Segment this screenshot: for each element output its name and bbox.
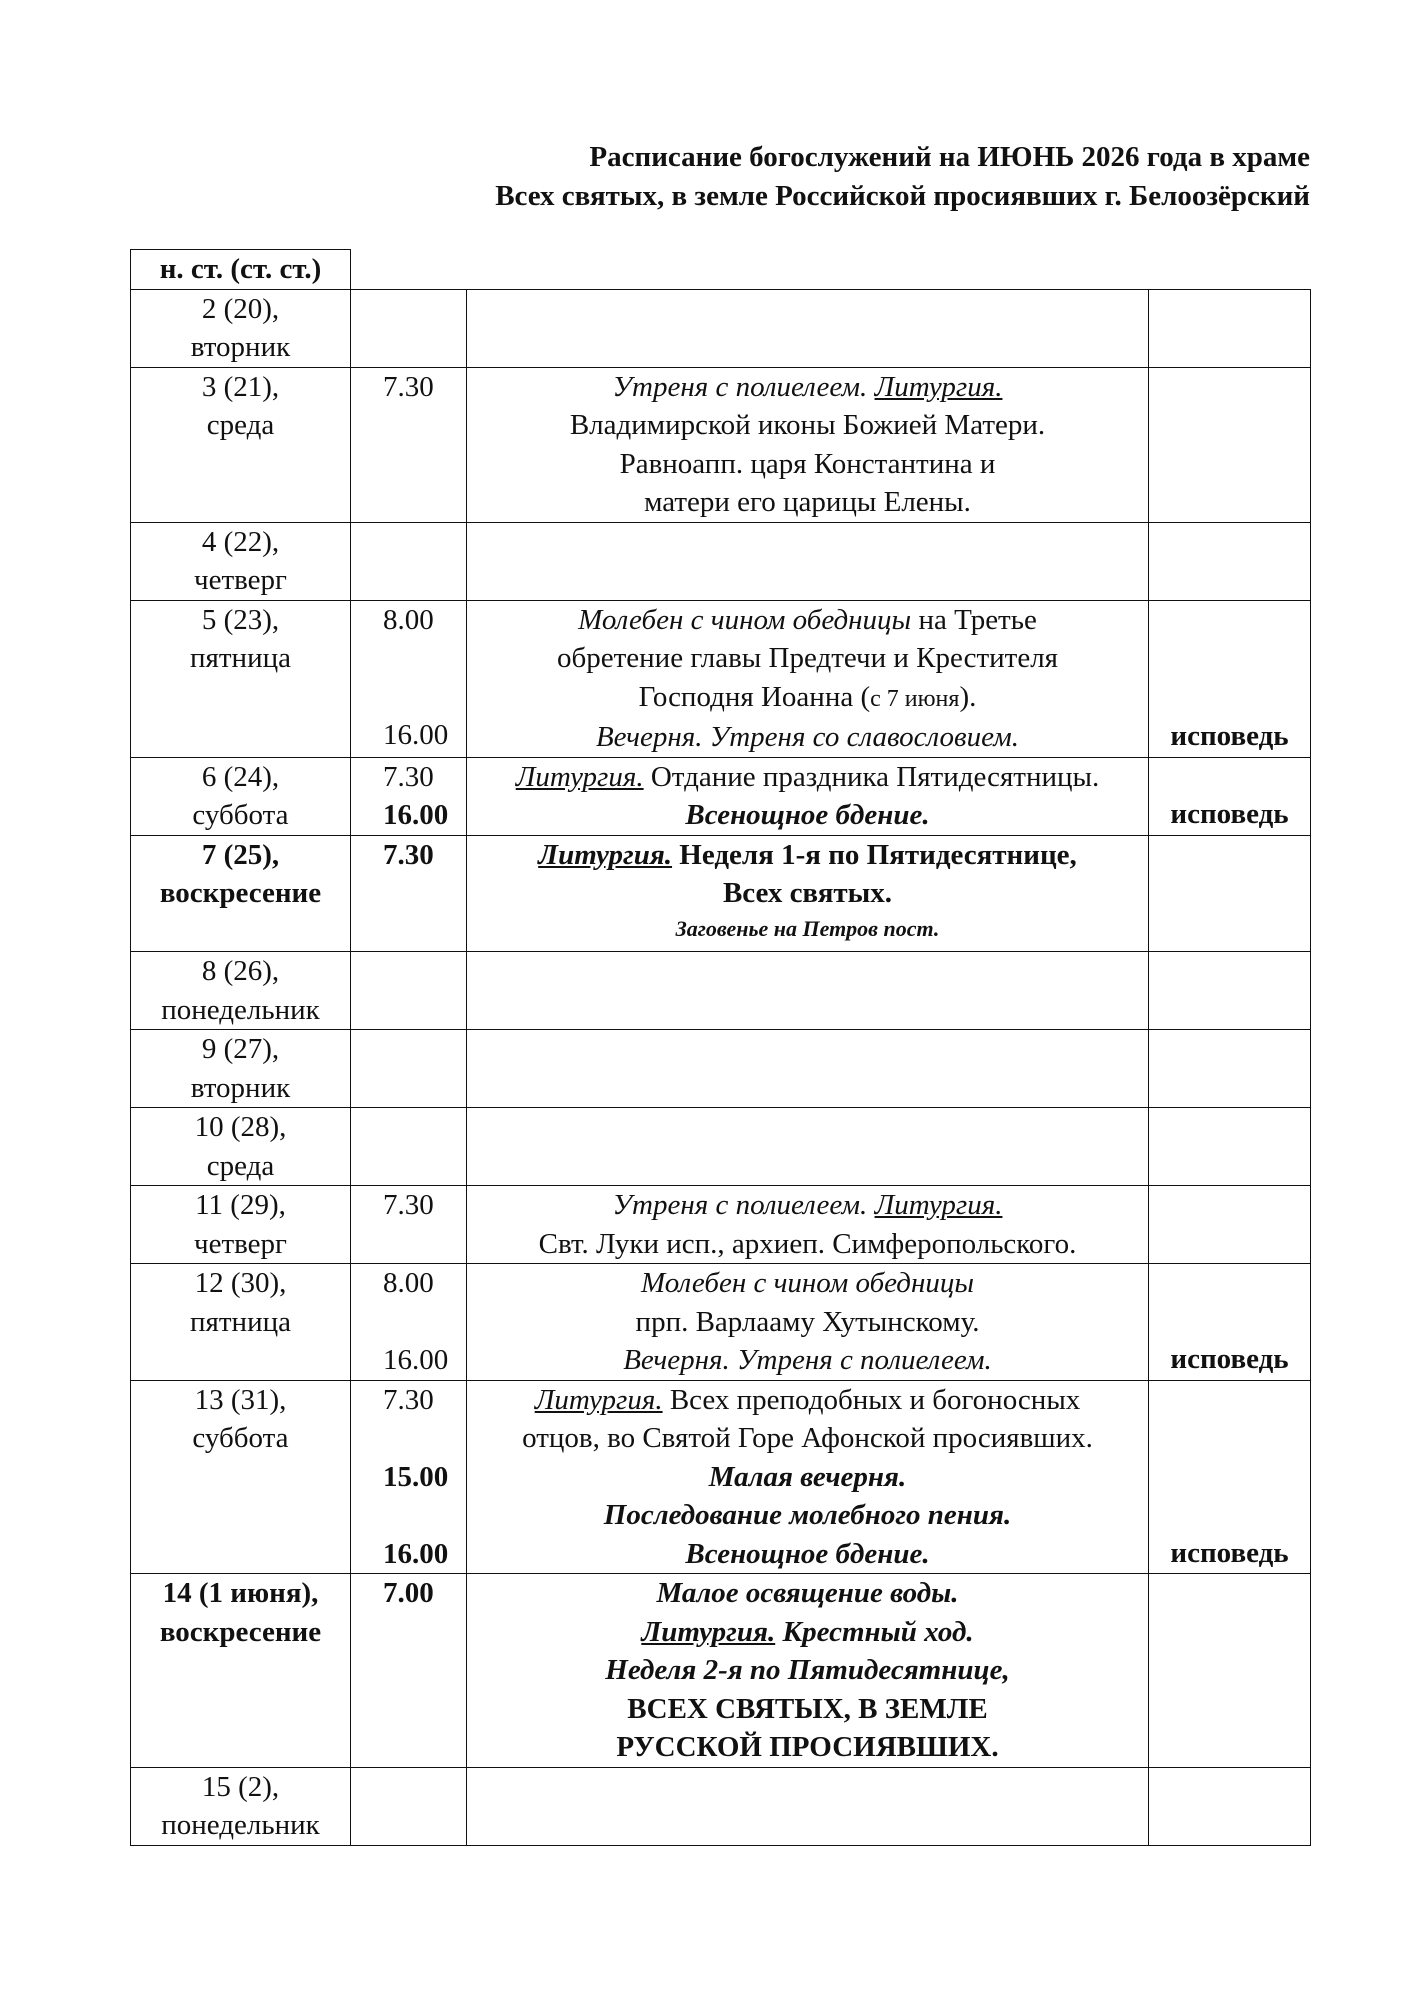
service-time: [383, 913, 466, 952]
date-cell: [131, 952, 351, 1030]
weekday: вторник: [190, 1071, 291, 1104]
date-number: 8 (26),: [201, 955, 280, 987]
table-row: [131, 289, 1311, 367]
weekday: среда: [206, 409, 275, 441]
service-time: [383, 1225, 466, 1264]
schedule-table: [130, 249, 1311, 1846]
table-row: [131, 367, 1311, 522]
date-cell: [131, 522, 351, 600]
date-number: 3 (21),: [201, 370, 280, 403]
weekday: пятница: [190, 1305, 291, 1338]
date-cell: [131, 1186, 351, 1264]
header-date-cell: н. ст. (ст. ст.): [131, 250, 351, 290]
date-number: 6 (24),: [201, 760, 280, 793]
table-row: [131, 1574, 1311, 1768]
service-line: [467, 1303, 1148, 1342]
date-number: 11 (29),: [195, 1189, 286, 1221]
weekday: суббота: [192, 1422, 289, 1454]
service-cell: [467, 835, 1149, 952]
service-text: ВСЕХ СВЯТЫХ, В ЗЕМЛЕ: [627, 1692, 988, 1725]
confession-cell: [1149, 1186, 1311, 1264]
service-time: [383, 1303, 466, 1342]
date-number: 15 (2),: [201, 1770, 280, 1803]
table-row: [131, 1380, 1311, 1574]
service-text: Малая вечерня.: [708, 1460, 907, 1493]
date-cell: [131, 757, 351, 835]
service-text: Господня Иоанна (: [638, 680, 871, 713]
date-cell: [131, 367, 351, 522]
table-row: [131, 1108, 1311, 1186]
weekday: понедельник: [161, 993, 320, 1026]
service-time: [383, 445, 466, 484]
table-row: [131, 600, 1311, 757]
service-time: [383, 406, 466, 445]
table-row: [131, 1264, 1311, 1381]
service-text: Всенощное бдение.: [685, 1537, 930, 1570]
service-time: [383, 1651, 466, 1690]
service-text: отцов, во Святой Горе Афонской просиявших.: [522, 1422, 1093, 1454]
service-line: [467, 758, 1148, 797]
service-time: [383, 483, 466, 522]
service-text: Вечерня. Утреня с полиелеем.: [623, 1344, 992, 1376]
time-cell: [351, 289, 467, 367]
service-cell: [467, 1186, 1149, 1264]
service-line: [467, 1613, 1148, 1652]
service-time: [383, 1496, 466, 1535]
service-line: [467, 1341, 1148, 1380]
service-text: Утреня с полиелеем.: [612, 370, 875, 403]
service-line: [467, 445, 1148, 484]
service-line: [467, 1535, 1148, 1574]
service-line: [467, 1264, 1148, 1303]
date-number: 13 (31),: [194, 1383, 287, 1416]
service-time: 7.00: [383, 1577, 434, 1609]
weekday: четверг: [194, 564, 287, 596]
time-cell: [351, 367, 467, 522]
service-line: [467, 483, 1148, 522]
service-text: Всенощное бдение.: [685, 799, 930, 831]
schedule-table-body: [131, 250, 1311, 1846]
service-line: [467, 1496, 1148, 1535]
service-cell: [467, 757, 1149, 835]
date-cell: [131, 289, 351, 367]
date-cell: [131, 1380, 351, 1574]
date-cell: [131, 600, 351, 757]
date-cell: [131, 1108, 351, 1186]
service-line: [467, 913, 1148, 945]
service-text: Владимирской иконы Божией Матери.: [569, 409, 1046, 441]
service-text: Вечерня. Утреня со славословием.: [595, 721, 1020, 753]
confession-cell: [1149, 289, 1311, 367]
service-text: Литургия.: [641, 1615, 776, 1648]
service-text: Последование молебного пения.: [603, 1499, 1012, 1531]
service-cell: [467, 367, 1149, 522]
service-time: [383, 1613, 466, 1652]
time-cell: [351, 757, 467, 835]
service-line: [467, 678, 1148, 719]
weekday: суббота: [192, 799, 289, 831]
service-text: Всех преподобных и богоносных: [662, 1383, 1081, 1416]
confession-label: исповедь: [1170, 720, 1289, 752]
schedule-title-line-2: Всех святых, в земле Российской просиявших г. Белоозёрский: [495, 180, 1310, 212]
weekday: четверг: [194, 1227, 287, 1260]
date-cell: [131, 1767, 351, 1845]
confession-cell: [1149, 1264, 1311, 1381]
service-time: [383, 1690, 466, 1729]
table-row: [131, 835, 1311, 952]
date-number: 9 (27),: [201, 1033, 280, 1065]
service-time: [383, 639, 466, 678]
date-cell: [131, 1574, 351, 1768]
service-text: Литургия.: [874, 1189, 1003, 1221]
service-text: на Третье: [911, 603, 1037, 636]
table-row: [131, 522, 1311, 600]
service-line: [467, 1225, 1148, 1264]
time-cell: [351, 522, 467, 600]
service-time: 7.30: [383, 1189, 434, 1221]
schedule-title-line-1: Расписание богослужений на ИЮНЬ 2026 года в храме: [589, 141, 1310, 173]
weekday: воскресение: [159, 1615, 322, 1648]
service-line: [467, 1690, 1148, 1729]
confession-cell: [1149, 600, 1311, 757]
service-time: 7.30: [383, 838, 434, 871]
date-cell: [131, 1030, 351, 1108]
service-text: Свт. Луки исп., архиеп. Симферопольского.: [538, 1227, 1077, 1260]
time-cell: [351, 600, 467, 757]
service-time: [383, 678, 466, 717]
service-line: [467, 406, 1148, 445]
service-cell: [467, 289, 1149, 367]
service-time: 16.00: [383, 799, 449, 831]
service-line: [467, 1651, 1148, 1690]
table-row: [131, 952, 1311, 1030]
time-cell: [351, 835, 467, 952]
weekday: пятница: [190, 642, 291, 674]
service-text: Неделя 2-я по Пятидесятнице,: [605, 1654, 1010, 1686]
service-cell: [467, 1767, 1149, 1845]
service-text: Всех святых.: [722, 877, 893, 909]
service-text: Заговенье на Петров пост.: [675, 915, 940, 941]
service-text: Малое освящение воды.: [656, 1577, 959, 1609]
confession-cell: [1149, 1574, 1311, 1768]
time-cell: [351, 1186, 467, 1264]
date-cell: [131, 1264, 351, 1381]
header-empty-cell: [351, 250, 1311, 290]
service-text: РУССКОЙ ПРОСИЯВШИХ.: [616, 1731, 999, 1763]
service-text: прп. Варлааму Хутынскому.: [635, 1305, 980, 1338]
service-text: матери его царицы Елены.: [644, 486, 971, 518]
service-time: 8.00: [383, 603, 434, 636]
service-text: ).: [959, 680, 977, 713]
service-time: [383, 874, 466, 913]
date-cell: [131, 835, 351, 952]
confession-cell: [1149, 835, 1311, 952]
date-number: 10 (28),: [194, 1111, 287, 1143]
service-cell: [467, 1030, 1149, 1108]
confession-cell: [1149, 1767, 1311, 1845]
confession-cell: [1149, 952, 1311, 1030]
service-line: [467, 368, 1148, 407]
service-cell: [467, 1264, 1149, 1381]
confession-label: исповедь: [1170, 798, 1289, 830]
service-time: [383, 1728, 466, 1767]
service-cell: [467, 1380, 1149, 1574]
confession-cell: [1149, 1108, 1311, 1186]
service-cell: [467, 1574, 1149, 1768]
service-text: Неделя 1-я по Пятидесятнице,: [672, 838, 1077, 871]
service-time: 7.30: [383, 370, 434, 403]
service-time: 16.00: [383, 1537, 449, 1570]
service-line: [467, 718, 1148, 757]
service-text: Равноапп. царя Константина и: [619, 447, 996, 480]
service-text: Молебен с чином обедницы: [578, 603, 912, 636]
weekday: вторник: [190, 331, 291, 363]
confession-label: исповедь: [1170, 1343, 1289, 1375]
service-line: [467, 1381, 1148, 1420]
service-time: 16.00: [383, 1344, 449, 1376]
service-time: 7.30: [383, 760, 434, 793]
table-row: [131, 1186, 1311, 1264]
table-row: [131, 757, 1311, 835]
time-cell: [351, 952, 467, 1030]
service-line: [467, 1574, 1148, 1613]
service-text: обретение главы Предтечи и Крестителя: [556, 642, 1058, 674]
service-time: [383, 1419, 466, 1458]
date-number: 7 (25),: [201, 838, 280, 871]
confession-cell: [1149, 1030, 1311, 1108]
service-text: Литургия.: [515, 760, 644, 793]
confession-cell: [1149, 757, 1311, 835]
table-row: [131, 1030, 1311, 1108]
time-cell: [351, 1264, 467, 1381]
service-text: с 7 июня: [870, 685, 960, 712]
time-cell: [351, 1030, 467, 1108]
date-number: 5 (23),: [201, 603, 280, 636]
time-cell: [351, 1108, 467, 1186]
confession-cell: [1149, 522, 1311, 600]
date-number: 2 (20),: [201, 292, 280, 325]
time-cell: [351, 1767, 467, 1845]
weekday: воскресение: [159, 877, 322, 909]
service-line: [467, 796, 1148, 835]
service-line: [467, 1728, 1148, 1767]
service-line: [467, 1186, 1148, 1225]
service-cell: [467, 1108, 1149, 1186]
service-text: Отдание праздника Пятидесятницы.: [643, 760, 1100, 793]
service-cell: [467, 600, 1149, 757]
service-cell: [467, 522, 1149, 600]
service-text: Крестный ход.: [775, 1615, 974, 1648]
table-row: [131, 1767, 1311, 1845]
service-text: Литургия.: [534, 1383, 663, 1416]
service-line: [467, 1458, 1148, 1497]
time-cell: [351, 1380, 467, 1574]
time-cell: [351, 1574, 467, 1768]
service-cell: [467, 952, 1149, 1030]
service-line: [467, 1419, 1148, 1458]
date-number: 4 (22),: [201, 525, 280, 558]
service-line: [467, 601, 1148, 640]
table-header-row: [131, 250, 1311, 290]
weekday: понедельник: [161, 1809, 320, 1841]
service-time: 8.00: [383, 1267, 434, 1299]
confession-label: исповедь: [1170, 1536, 1289, 1569]
confession-cell: [1149, 1380, 1311, 1574]
date-number: 12 (30),: [194, 1267, 287, 1299]
service-time: 7.30: [383, 1383, 434, 1416]
service-line: [467, 836, 1148, 875]
service-line: [467, 874, 1148, 913]
service-text: Утреня с полиелеем.: [612, 1189, 875, 1221]
service-text: Литургия.: [874, 370, 1003, 403]
service-text: Молебен с чином обедницы: [640, 1267, 975, 1299]
weekday: среда: [206, 1149, 275, 1182]
date-number: 14 (1 июня),: [162, 1577, 319, 1609]
service-time: 15.00: [383, 1460, 449, 1493]
service-text: Литургия.: [538, 838, 673, 871]
service-line: [467, 639, 1148, 678]
confession-cell: [1149, 367, 1311, 522]
service-time: 16.00: [383, 719, 449, 751]
